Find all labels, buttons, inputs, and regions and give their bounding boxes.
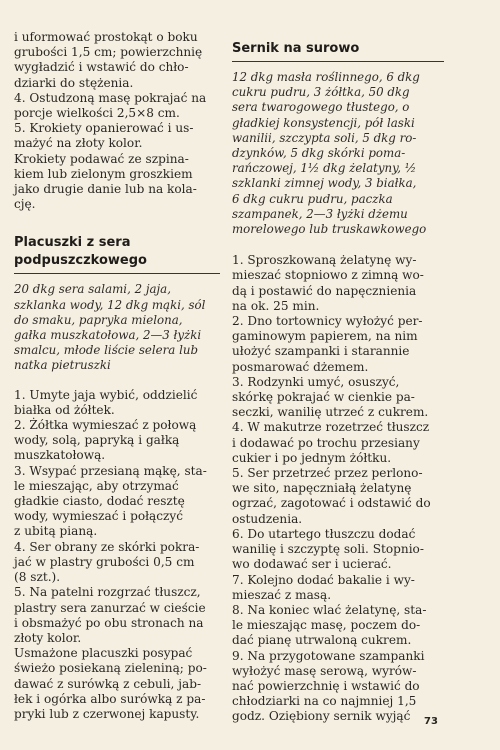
intro-paragraph: 4. Ostudzoną masę pokrajać na porcje wielkości 2,5×8 cm. bbox=[14, 90, 207, 121]
recipe-step: 8. Na koniec wlać żelatynę, sta- le mieszając masę, poczem do- dać pianę utrwaloną cukrem. bbox=[232, 602, 427, 648]
steps-placuszki bbox=[14, 388, 220, 722]
recipe-step: Usmażone placuszki posypać świeżo posiekaną zieleniną; po- dawać z surówką z cebuli, jab- łek i ogórka albo surówką z pa- pryki lub z czerwonej kapusty. bbox=[14, 646, 207, 721]
recipe-title-sernik: Sernik na surowo bbox=[232, 41, 360, 56]
intro-paragraph: i uformować prostokąt o boku grubości 1,5 cm; powierzchnię wygładzić i wstawić do chło- dziarki do stężenia. bbox=[14, 30, 203, 90]
recipe-step: 1. Sproszkowaną żelatynę wy- mieszać stopniowo z zimną wo- dą i postawić do napęcznienia na ok. 25 min. bbox=[232, 253, 424, 313]
title-rule bbox=[14, 273, 220, 274]
ingredients-placuszki: 20 dkg sera salami, 2 jaja, szklanka wody, 12 dkg mąki, sól do smaku, papryka mielona, gałka muszkatołowa, 2—3 łyżki smalcu, młode liście selera lub natka pietruszki bbox=[14, 282, 206, 373]
recipe-step: 3. Rodzynki umyć, osuszyć, skórkę pokrajać w cienkie pa- seczki, wanilię utrzeć z cukrem. bbox=[232, 374, 429, 420]
right-column bbox=[232, 40, 444, 725]
recipe-step: 9. Na przygotowane szampanki wyłożyć masę serową, wyrów- nać powierzchnię i wstawić do chłodziarki na co najmniej 1,5 godz. Oziębiony sernik wyjąć bbox=[232, 648, 425, 724]
ingredients-sernik: 12 dkg masła roślinnego, 6 dkg cukru pudru, 3 żółtka, 50 dkg sera twarogowego tłustego, o gładkiej konsystencji, pół laski wanilii, szczypta soli, 5 dkg ro- dzynków, 5 dkg skórki poma- rańczowej, 1½ dkg żelatyny, ½ szklanki zimnej wody, 3 białka, 6 dkg cukru pudru, paczka szampanek, 2—3 łyżki dżemu morelowego lub truskawkowego bbox=[232, 70, 427, 237]
steps-sernik bbox=[232, 253, 444, 724]
recipe-step: 5. Na patelni rozgrzać tłuszcz, plastry sera zanurzać w cieście i obsmażyć po obu stronach na złoty kolor. bbox=[14, 585, 206, 645]
recipe-step: 3. Wsypać przesianą mąkę, sta- le mieszając, aby otrzymać gładkie ciasto, dodać resztę wody, wymieszać i połączyć z ubitą pianą. bbox=[14, 463, 207, 539]
recipe-step: 2. Żółtka wymieszać z połową wody, solą, papryką i gałką muszkatołową. bbox=[14, 418, 197, 463]
page-number: 73 bbox=[424, 716, 438, 727]
recipe-step: 4. Ser obrany ze skórki pokra- jać w plastry grubości 0,5 cm (8 szt.). bbox=[14, 539, 200, 585]
recipe-step: 4. W makutrze rozetrzeć tłuszcz i dodawać po trochu przesiany cukier i po jednym żółtku. bbox=[232, 420, 430, 465]
recipe-step: 1. Umyte jaja wybić, oddzielić białka od żółtek. bbox=[14, 387, 198, 417]
recipe-step: 2. Dno tortownicy wyłożyć per- gaminowym papierem, na nim ułożyć szampanki i starannie posmarować dżemem. bbox=[232, 314, 423, 374]
intro-paragraph: Krokiety podawać ze szpina- kiem lub zielonym groszkiem jako drugie danie lub na kola- cję. bbox=[14, 151, 197, 212]
recipe-step: 6. Do utartego tłuszczu dodać wanilię i szczyptę soli. Stopnio- wo dodawać ser i ucierać. bbox=[232, 526, 424, 572]
title-rule bbox=[232, 61, 444, 62]
left-column bbox=[14, 30, 220, 722]
intro-paragraph: 5. Krokiety opanierować i us- mażyć na złoty kolor. bbox=[14, 121, 194, 151]
recipe-title-placuszki: Placuszki z sera podpuszczkowego bbox=[14, 235, 147, 269]
recipe-step: 5. Ser przetrzeć przez perlono- we sito, napęczniałą żelatynę ogrzać, zagotować i odstawić do ostudzenia. bbox=[232, 466, 431, 526]
recipe-step: 7. Kolejno dodać bakalie i wy- mieszać z masą. bbox=[232, 572, 415, 602]
